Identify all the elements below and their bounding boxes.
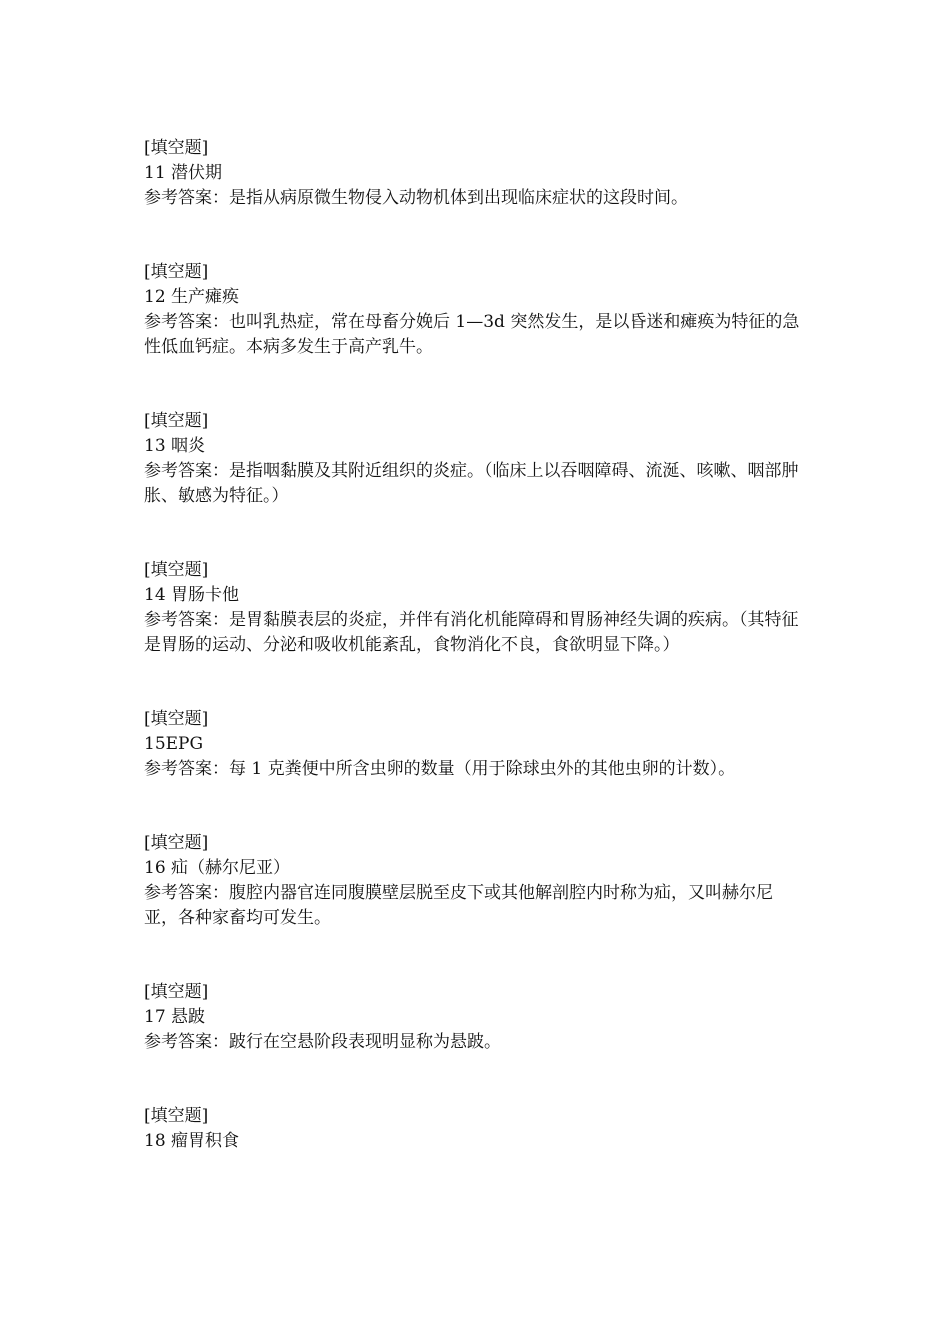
reference-answer: 参考答案：是指咽黏膜及其附近组织的炎症。（临床上以吞咽障碍、流涎、咳嗽、咽部肿胀、敏感为特征。）	[144, 461, 799, 506]
reference-answer: 参考答案：每 1 克粪便中所含虫卵的数量（用于除球虫外的其他虫卵的计数）。	[144, 759, 736, 779]
question-title: 15EPG	[144, 734, 204, 754]
question-title: 16 疝（赫尔尼亚）	[144, 858, 291, 878]
document-page	[144, 136, 804, 1154]
question-title: 17 悬跛	[144, 1007, 206, 1027]
reference-answer: 参考答案：是指从病原微生物侵入动物机体到出现临床症状的这段时间。	[144, 188, 688, 208]
question-type-label: [填空题]	[144, 833, 209, 853]
question-type-label: [填空题]	[144, 560, 209, 580]
question-type-label: [填空题]	[144, 411, 209, 431]
question-type-label: [填空题]	[144, 709, 209, 729]
reference-answer: 参考答案：也叫乳热症，常在母畜分娩后 1—3d 突然发生，是以昏迷和瘫痪为特征的急性低血钙症。本病多发生于高产乳牛。	[144, 312, 800, 357]
question-title: 13 咽炎	[144, 436, 206, 456]
question-block-13	[144, 409, 804, 509]
question-title: 14 胃肠卡他	[144, 585, 240, 605]
question-block-15	[144, 707, 804, 782]
reference-answer: 参考答案：腹腔内器官连同腹膜壁层脱至皮下或其他解剖腔内时称为疝，又叫赫尔尼亚，各种家畜均可发生。	[144, 883, 773, 928]
question-title: 12 生产瘫痪	[144, 287, 240, 307]
question-title: 11 潜伏期	[144, 163, 223, 183]
question-block-12	[144, 260, 804, 360]
question-block-14	[144, 558, 804, 658]
reference-answer: 参考答案：是胃黏膜表层的炎症，并伴有消化机能障碍和胃肠神经失调的疾病。（其特征是胃肠的运动、分泌和吸收机能紊乱，食物消化不良，食欲明显下降。）	[144, 610, 799, 655]
question-block-16	[144, 831, 804, 931]
question-type-label: [填空题]	[144, 262, 209, 282]
question-block-18	[144, 1104, 804, 1154]
question-type-label: [填空题]	[144, 138, 209, 158]
question-block-17	[144, 980, 804, 1055]
reference-answer: 参考答案：跛行在空悬阶段表现明显称为悬跛。	[144, 1032, 501, 1052]
question-type-label: [填空题]	[144, 982, 209, 1002]
question-block-11	[144, 136, 804, 211]
question-type-label: [填空题]	[144, 1106, 209, 1126]
question-title: 18 瘤胃积食	[144, 1131, 240, 1151]
